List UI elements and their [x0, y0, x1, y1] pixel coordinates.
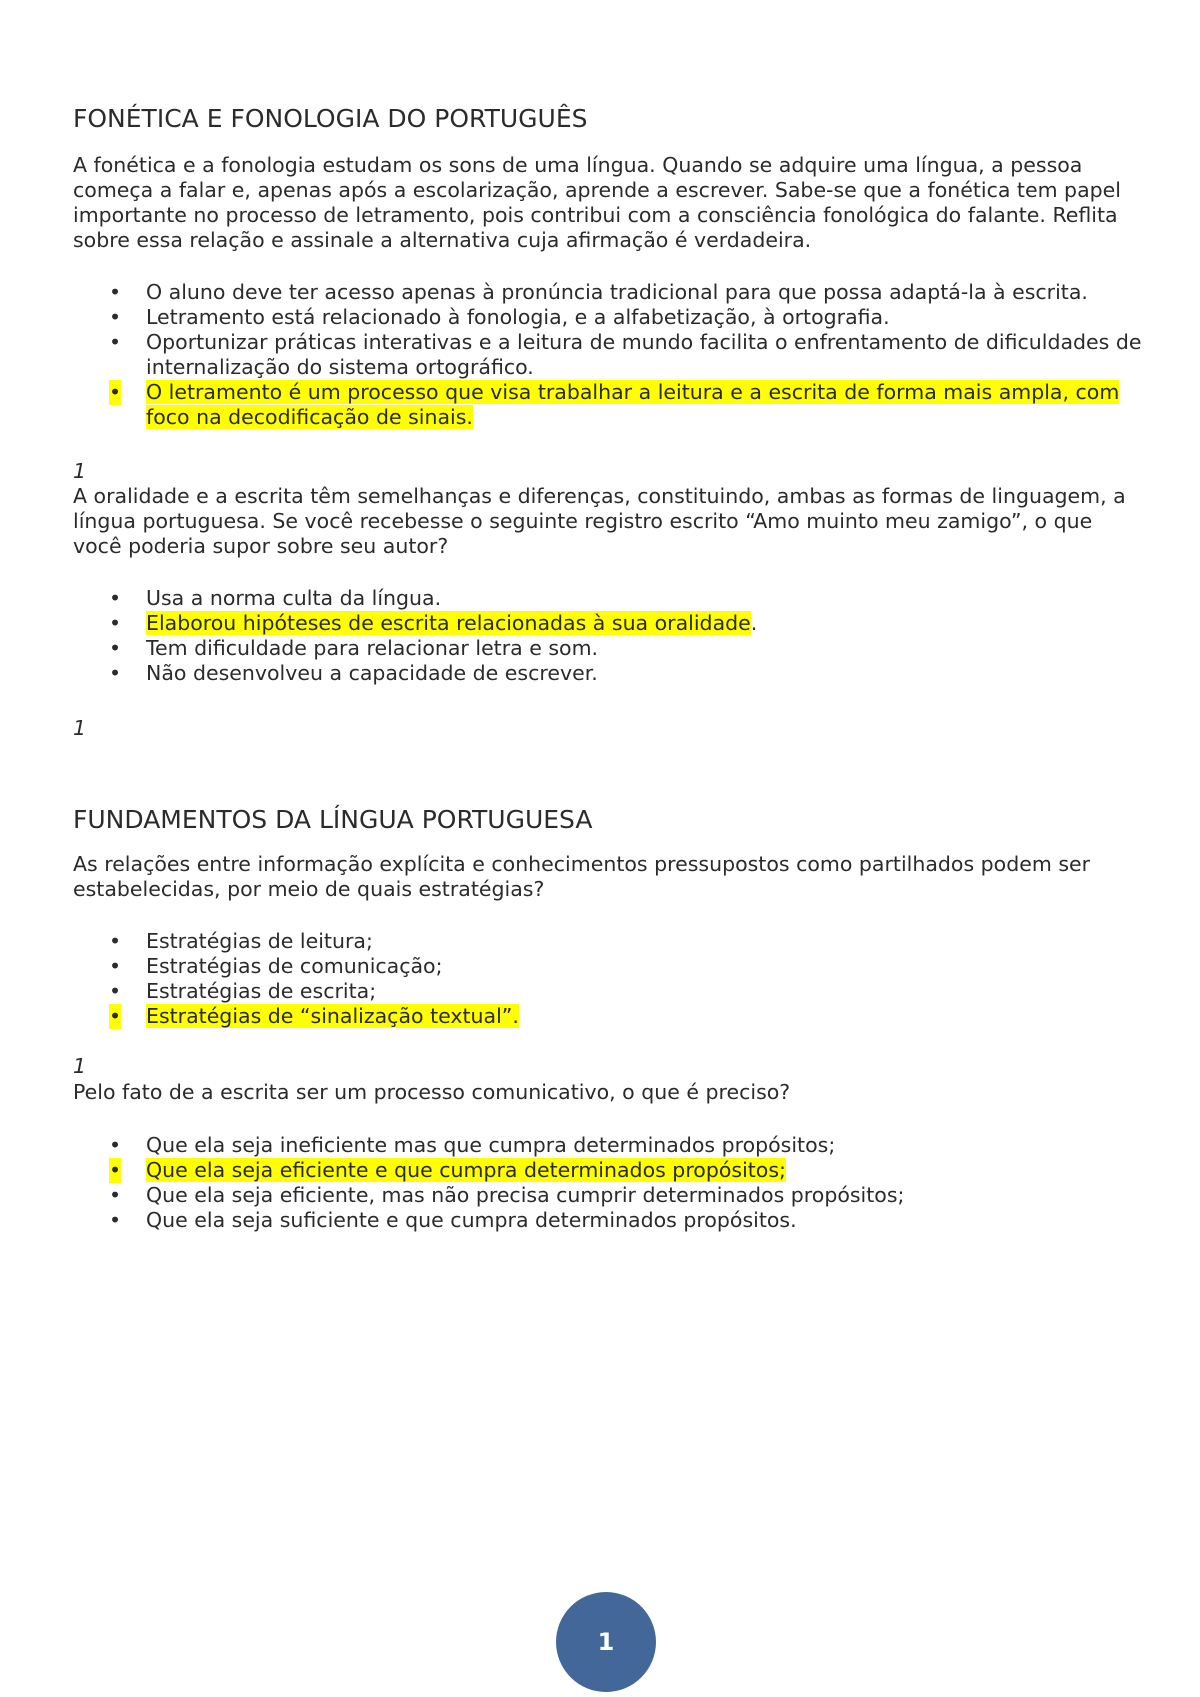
question-score: 1: [73, 716, 87, 740]
answer-options: [73, 929, 1143, 1029]
bullet-icon: •: [109, 954, 122, 978]
answer-option: • Estratégias de leitura;: [109, 929, 373, 953]
section-title-fundamentos: FUNDAMENTOS DA LÍNGUA PORTUGUESA: [73, 805, 593, 834]
bullet-icon: •: [109, 1004, 122, 1028]
bullet-icon: •: [109, 280, 122, 304]
bullet-icon: •: [109, 330, 122, 354]
bullet-icon: •: [109, 1208, 122, 1232]
question-text: A oralidade e a escrita têm semelhanças e diferenças, constituindo, ambas as formas de linguagem, a língua portuguesa. Se você recebesse o seguinte registro escrito “Amo muinto meu zamigo”, o que você poderia supor sobre seu autor?: [73, 484, 1126, 558]
bullet-icon: •: [109, 611, 122, 635]
answer-option: • Que ela seja eficiente, mas não precisa cumprir determinados propósitos;: [109, 1183, 905, 1207]
answer-option: • Estratégias de comunicação;: [109, 954, 443, 978]
answer-option: • O aluno deve ter acesso apenas à pronúncia tradicional para que possa adaptá-la à escrita.: [109, 280, 1088, 304]
page-number-badge: 1: [556, 1592, 656, 1692]
answer-options: [73, 1133, 1143, 1233]
bullet-icon: •: [109, 1183, 122, 1207]
bullet-icon: •: [109, 661, 122, 685]
answer-options: [73, 280, 1143, 430]
answer-option: • Estratégias de escrita;: [109, 979, 377, 1003]
answer-option: • Letramento está relacionado à fonologia, e a alfabetização, à ortografia.: [109, 305, 890, 329]
question-text: As relações entre informação explícita e conhecimentos pressupostos como partilhados podem ser estabelecidas, por meio de quais estratégias?: [73, 852, 1091, 901]
bullet-icon: •: [109, 979, 122, 1003]
answer-option: • Oportunizar práticas interativas e a leitura de mundo facilita o enfrentamento de dificuldades de internalização do sistema ortográfico.: [109, 330, 1142, 379]
question-text: A fonética e a fonologia estudam os sons de uma língua. Quando se adquire uma língua, a pessoa começa a falar e, apenas após a escolarização, aprende a escrever. Sabe-se que a fonética tem papel importante no processo de letramento, pois contribui com a consciência fonológica do falante. Reflita sobre essa relação e assinale a alternativa cuja afirmação é verdadeira.: [73, 153, 1121, 252]
bullet-icon: •: [109, 929, 122, 953]
answer-options: [73, 586, 1143, 686]
question-score: 1: [73, 1054, 87, 1078]
answer-option: • Usa a norma culta da língua.: [109, 586, 442, 610]
section-title-fonetica: FONÉTICA E FONOLOGIA DO PORTUGUÊS: [73, 104, 588, 133]
answer-option-highlighted: • Estratégias de “sinalização textual”.: [109, 1004, 519, 1028]
bullet-icon: •: [109, 586, 122, 610]
bullet-icon: •: [109, 305, 122, 329]
answer-option: • Tem dificuldade para relacionar letra e som.: [109, 636, 599, 660]
answer-option-highlighted: • Elaborou hipóteses de escrita relacionadas à sua oralidade.: [109, 611, 758, 635]
answer-option-highlighted: • Que ela seja eficiente e que cumpra determinados propósitos;: [109, 1158, 786, 1182]
question-score: 1: [73, 459, 87, 483]
bullet-icon: •: [109, 1158, 122, 1182]
answer-option: • Que ela seja ineficiente mas que cumpra determinados propósitos;: [109, 1133, 836, 1157]
answer-option-highlighted: • O letramento é um processo que visa trabalhar a leitura e a escrita de forma mais ampla, com foco na decodificação de sinais.: [109, 380, 1120, 429]
answer-option: • Que ela seja suficiente e que cumpra determinados propósitos.: [109, 1208, 797, 1232]
answer-option: • Não desenvolveu a capacidade de escrever.: [109, 661, 598, 685]
bullet-icon: •: [109, 636, 122, 660]
bullet-icon: •: [109, 1133, 122, 1157]
question-text: Pelo fato de a escrita ser um processo comunicativo, o que é preciso?: [73, 1080, 791, 1104]
bullet-icon: •: [109, 380, 122, 404]
